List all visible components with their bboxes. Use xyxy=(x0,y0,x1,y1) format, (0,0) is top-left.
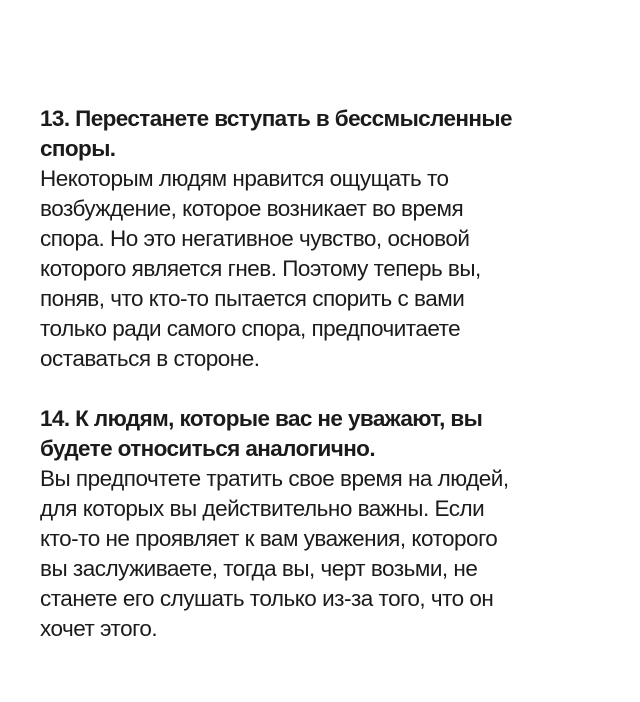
heading-line: будете относиться аналогично. xyxy=(40,436,375,461)
body-line: вы заслуживаете, тогда вы, черт возьми, не xyxy=(40,556,478,581)
section-heading xyxy=(40,104,630,164)
heading-line: 13. Перестанете вступать в бессмысленные xyxy=(40,106,512,131)
section-body xyxy=(40,464,630,644)
body-line: спора. Но это негативное чувство, основой xyxy=(40,226,470,251)
section-heading xyxy=(40,404,630,464)
body-line: кто-то не проявляет к вам уважения, которого xyxy=(40,526,498,551)
body-line: возбуждение, которое возникает во время xyxy=(40,196,464,221)
body-line: только ради самого спора, предпочитаете xyxy=(40,316,461,341)
body-line: Некоторым людям нравится ощущать то xyxy=(40,166,449,191)
section-14 xyxy=(40,404,630,644)
document xyxy=(40,104,630,644)
heading-line: споры. xyxy=(40,136,116,161)
body-line: которого является гнев. Поэтому теперь вы, xyxy=(40,256,481,281)
body-line: станете его слушать только из-за того, что он xyxy=(40,586,494,611)
heading-line: 14. К людям, которые вас не уважают, вы xyxy=(40,406,483,431)
section-13 xyxy=(40,104,630,374)
body-line: оставаться в стороне. xyxy=(40,346,260,371)
section-body xyxy=(40,164,630,374)
body-line: хочет этого. xyxy=(40,616,158,641)
body-line: Вы предпочтете тратить свое время на людей, xyxy=(40,466,509,491)
body-line: поняв, что кто-то пытается спорить с вами xyxy=(40,286,465,311)
body-line: для которых вы действительно важны. Если xyxy=(40,496,485,521)
